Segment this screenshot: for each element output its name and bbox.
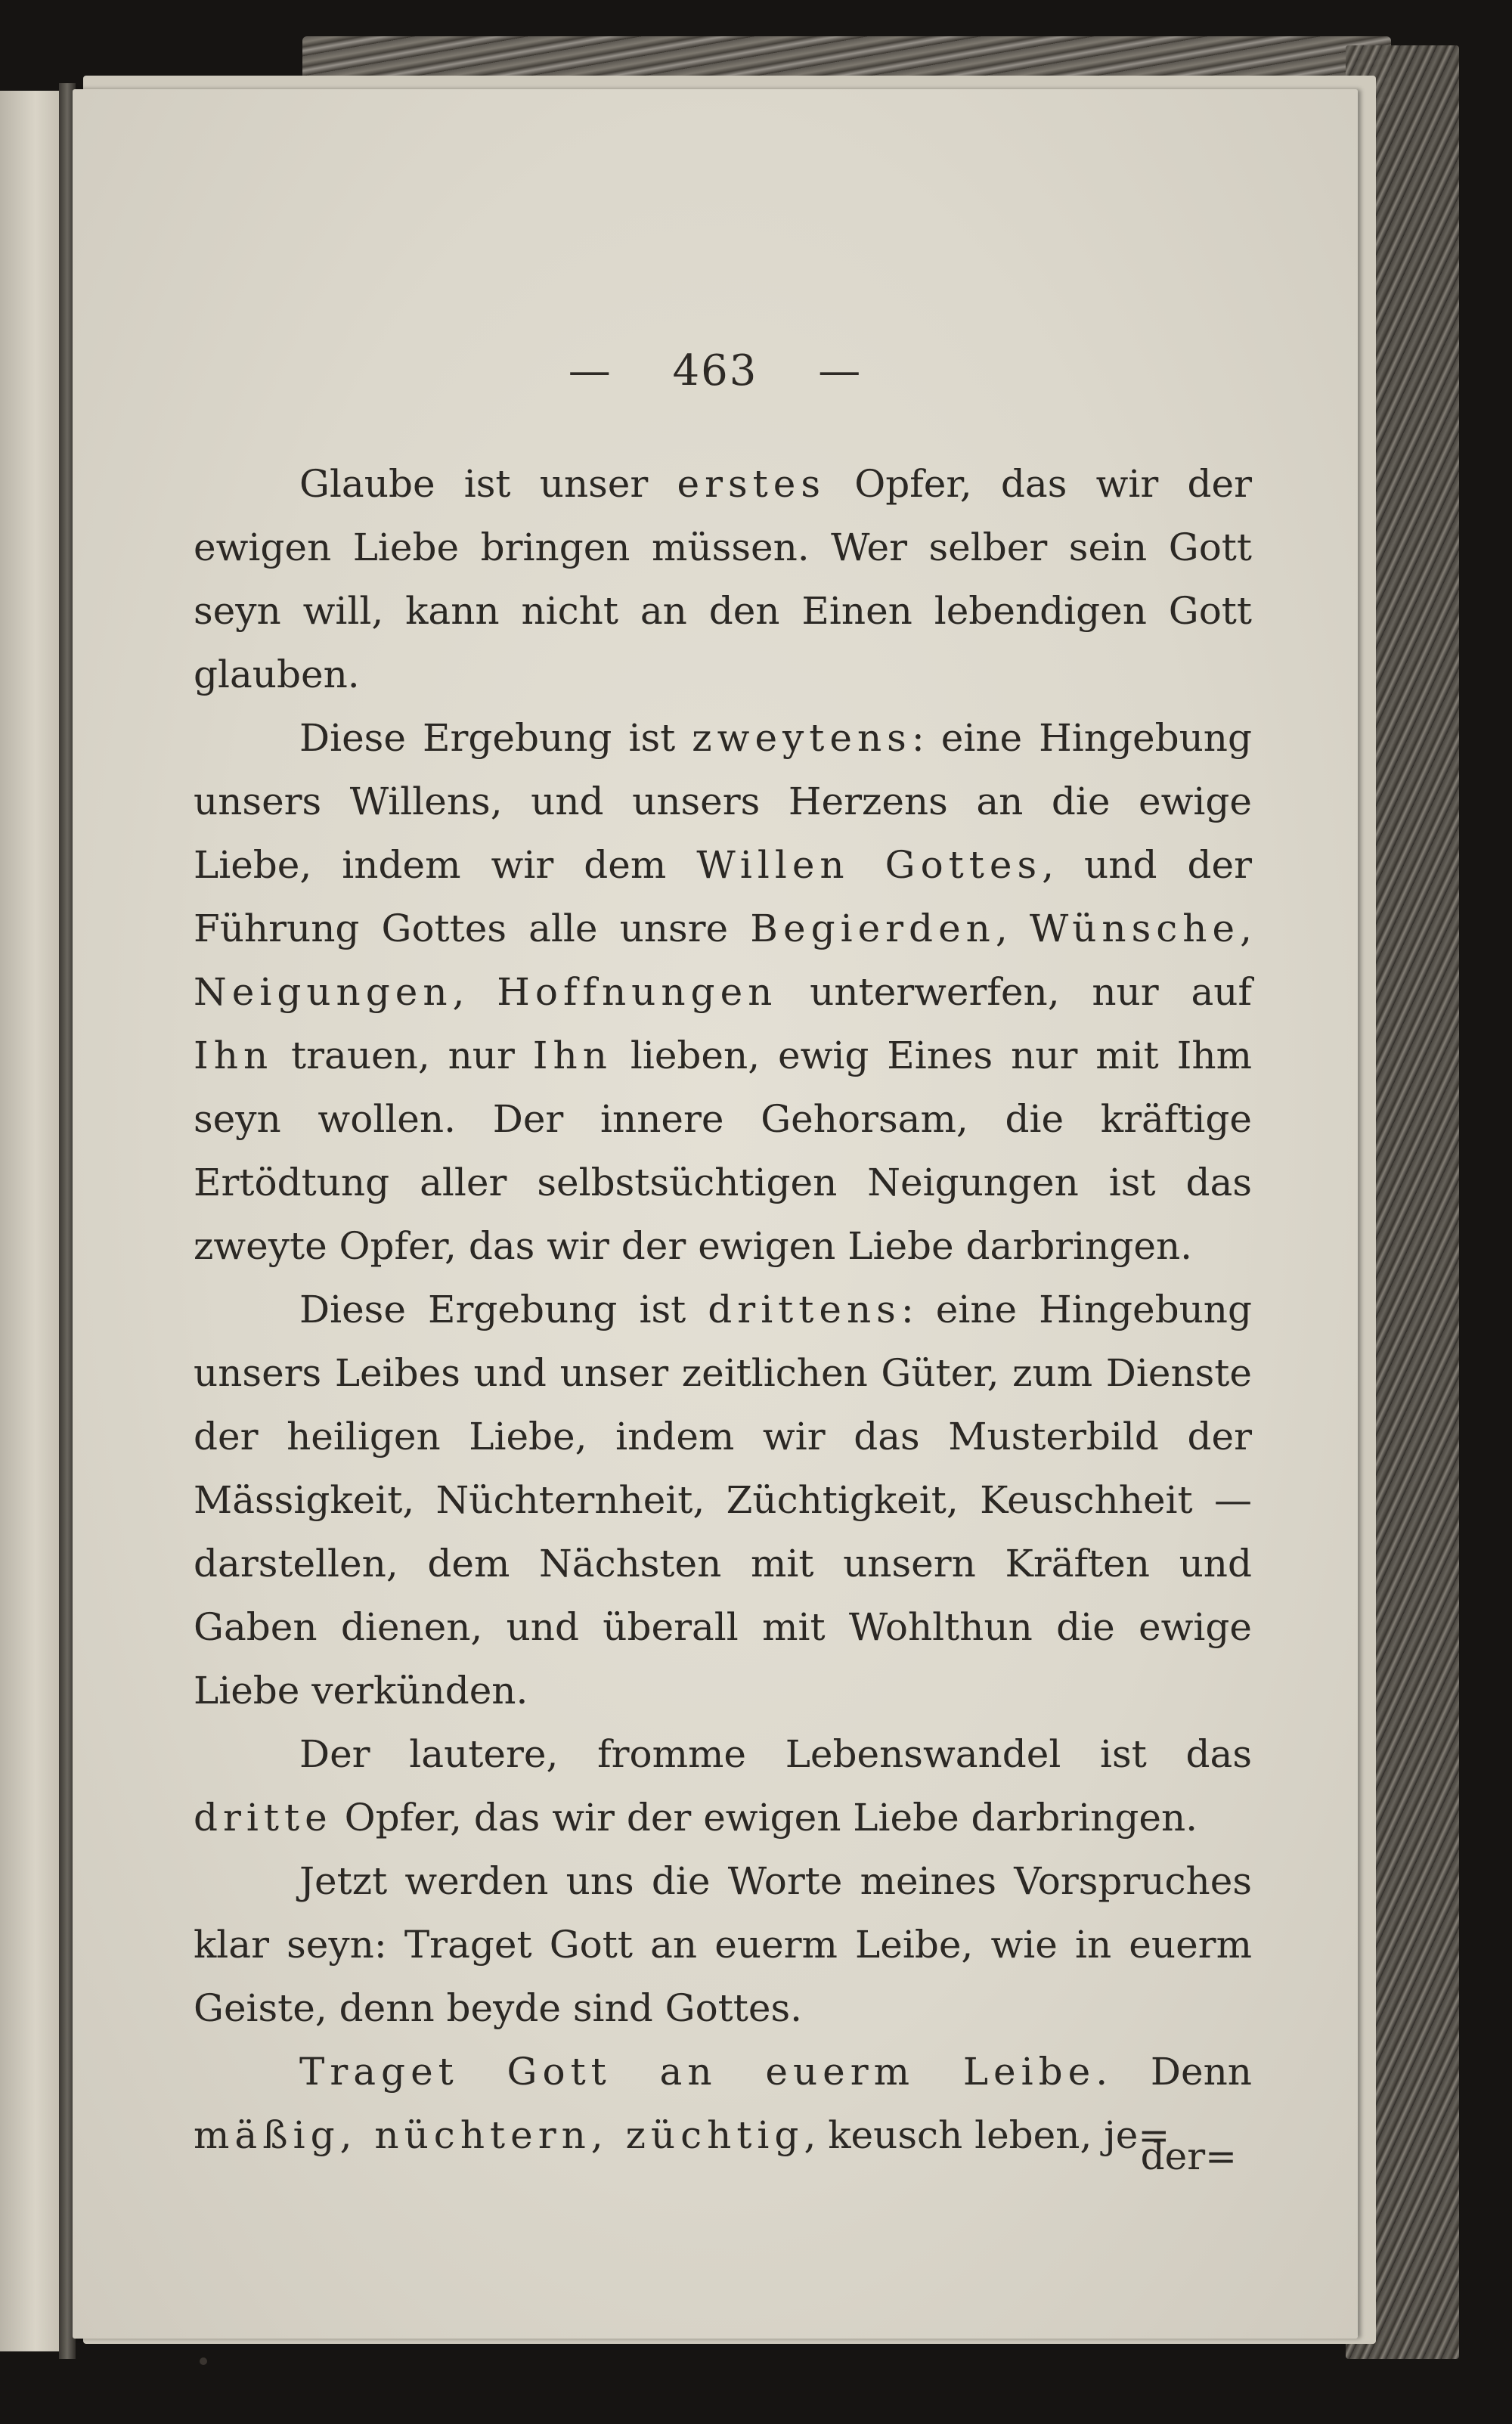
text-run: : eine Hingebung unsers Leibes und unser zeitlichen Güter, zum Dienste der heiligen Liebe, indem wir das Musterbild der Mässigkeit, Nüchternheit, Züchtigkeit, Keuschheit — darstellen, dem Nächsten mit unsern Kräften und Gaben dienen, und überall mit Wohlthun die ewige Liebe verkünden. (194, 1288, 1252, 1713)
text-run: , (995, 907, 1030, 950)
emphasized-text: drittens (708, 1288, 901, 1331)
previous-page-edge (0, 91, 61, 2351)
text-run: , keusch leben, je= (804, 2113, 1170, 2157)
emphasized-text: erstes (677, 462, 826, 506)
paragraph (194, 1849, 1252, 2040)
paragraph (194, 452, 1252, 706)
emphasized-text: Traget Gott an euerm Leibe (299, 2050, 1096, 2094)
paragraph (194, 1278, 1252, 1722)
emphasized-text: Neigungen (194, 970, 453, 1014)
book-page (73, 89, 1358, 2339)
emphasized-text: Ihn (194, 1034, 274, 1077)
page-body-text (194, 452, 1252, 2167)
header-dash-left: — (568, 346, 612, 395)
text-run: : eine Hingebung unsers Willens, und unsers Herzens an die ewige Liebe, indem wir dem (194, 716, 1252, 887)
emphasized-text: dritte (194, 1796, 333, 1840)
text-run: Diese Ergebung ist (299, 1288, 708, 1331)
text-run: Opfer, das wir der ewigen Liebe bringen müssen. Wer selber sein Gott seyn will, kann nicht an den Einen lebendigen Gott glauben. (194, 462, 1252, 696)
text-run: . Denn (1095, 2050, 1252, 2094)
emphasized-text: Wünsche (1029, 907, 1241, 950)
emphasized-text: zweytens (692, 716, 912, 760)
text-run: unterwerfen, nur auf (777, 970, 1252, 1014)
emphasized-text: Hoffnungen (497, 970, 778, 1014)
page-number: 463 (672, 346, 758, 395)
text-run: trauen, nur (273, 1034, 533, 1077)
emphasized-text: mäßig, nüchtern, züchtig (194, 2113, 804, 2157)
text-run: , (452, 970, 497, 1014)
text-run: Glaube ist unser (299, 462, 677, 506)
text-run: Der lautere, fromme Lebenswandel ist das (299, 1732, 1252, 1776)
text-run: , und der Führung Gottes alle unsre (194, 843, 1253, 950)
paragraph (194, 2040, 1252, 2167)
text-run: Opfer, das wir der ewigen Liebe darbringen. (332, 1796, 1198, 1840)
emphasized-text: Ihn (532, 1034, 612, 1077)
text-run: lieben, ewig Eines nur mit Ihm seyn wollen. Der innere Gehorsam, die kräftige Ertödtung aller selbstsüchtigen Neigungen ist das zweyte Opfer, das wir der ewigen Liebe darbringen. (194, 1034, 1252, 1268)
paper-speck (200, 2357, 207, 2365)
text-run: Jetzt werden uns die Worte meines Vorspruches klar seyn: Traget Gott an euerm Leibe, wie in euerm Geiste, denn beyde sind Gottes. (194, 1859, 1252, 2030)
emphasized-text: Begierden (750, 907, 996, 950)
page-header (73, 346, 1358, 395)
emphasized-text: Willen Gottes (696, 843, 1043, 887)
catchword: der= (1140, 2134, 1237, 2178)
paragraph (194, 706, 1252, 1278)
paragraph (194, 1722, 1252, 1849)
text-run: Diese Ergebung ist (299, 716, 692, 760)
header-dash-right: — (818, 346, 863, 395)
text-run: , (1240, 907, 1252, 950)
